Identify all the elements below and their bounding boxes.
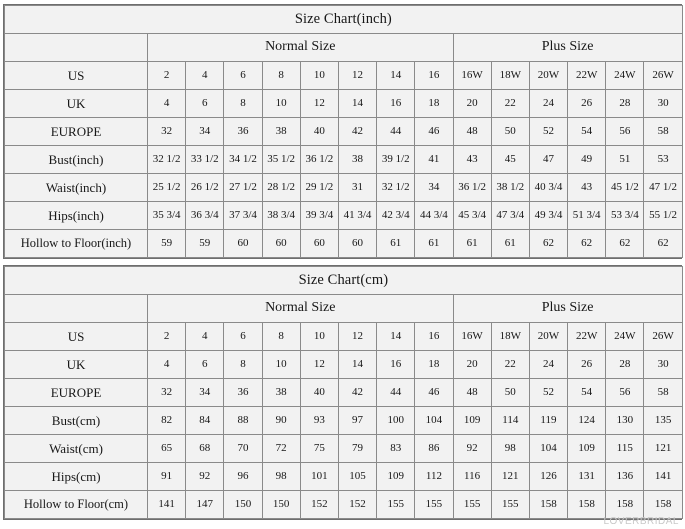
cell: 45 [491, 146, 529, 174]
size-chart-inch-table [4, 5, 683, 258]
cell: 101 [300, 463, 338, 491]
cell: 38 [338, 146, 376, 174]
row-label: EUROPE [5, 379, 148, 407]
cell: 47 [529, 146, 567, 174]
cell: 50 [491, 118, 529, 146]
cell: 34 [415, 174, 453, 202]
cell: 28 [606, 90, 644, 118]
cell: 109 [453, 407, 491, 435]
cell: 31 [338, 174, 376, 202]
cell: 61 [415, 230, 453, 258]
table-row [5, 90, 683, 118]
cell: 55 1/2 [644, 202, 682, 230]
table-row [5, 202, 683, 230]
cell: 109 [568, 435, 606, 463]
cell: 49 3/4 [529, 202, 567, 230]
cell: 60 [338, 230, 376, 258]
cell: 16W [453, 323, 491, 351]
watermark-text: LOVERBRIDAL [603, 516, 679, 527]
cell: 34 [186, 379, 224, 407]
cell: 26W [644, 62, 682, 90]
cell: 36 [224, 379, 262, 407]
cell: 36 3/4 [186, 202, 224, 230]
cell: 93 [300, 407, 338, 435]
cell: 22 [491, 351, 529, 379]
cell: 20 [453, 351, 491, 379]
table-row [5, 62, 683, 90]
cm-table-body [5, 267, 683, 519]
cell: 121 [491, 463, 529, 491]
cell: 8 [224, 351, 262, 379]
cell: 8 [262, 62, 300, 90]
cell: 155 [453, 491, 491, 519]
row-label: US [5, 323, 148, 351]
cell: 53 3/4 [606, 202, 644, 230]
cell: 105 [338, 463, 376, 491]
cell: 34 [186, 118, 224, 146]
cell: 36 1/2 [300, 146, 338, 174]
cell: 62 [529, 230, 567, 258]
cell: 4 [148, 90, 186, 118]
cell: 24 [529, 351, 567, 379]
cm-group-header-row [5, 295, 683, 323]
cell: 130 [606, 407, 644, 435]
cell: 104 [529, 435, 567, 463]
cell: 131 [568, 463, 606, 491]
cell: 135 [644, 407, 682, 435]
cell: 12 [300, 351, 338, 379]
inch-group-blank [5, 34, 148, 62]
cell: 97 [338, 407, 376, 435]
cell: 39 1/2 [377, 146, 415, 174]
cm-chart-title: Size Chart(cm) [5, 267, 683, 295]
cell: 10 [262, 90, 300, 118]
cell: 38 3/4 [262, 202, 300, 230]
cell: 51 3/4 [568, 202, 606, 230]
cell: 119 [529, 407, 567, 435]
cell: 136 [606, 463, 644, 491]
cell: 54 [568, 379, 606, 407]
cell: 30 [644, 90, 682, 118]
cell: 12 [300, 90, 338, 118]
cell: 4 [186, 62, 224, 90]
cell: 91 [148, 463, 186, 491]
cell: 40 [300, 379, 338, 407]
row-label: EUROPE [5, 118, 148, 146]
cell: 24W [606, 323, 644, 351]
table-row [5, 323, 683, 351]
row-label: Hollow to Floor(cm) [5, 491, 148, 519]
cell: 72 [262, 435, 300, 463]
cell: 158 [529, 491, 567, 519]
cell: 14 [338, 351, 376, 379]
cell: 14 [377, 323, 415, 351]
table-row [5, 379, 683, 407]
cell: 42 [338, 118, 376, 146]
cell: 96 [224, 463, 262, 491]
cell: 60 [300, 230, 338, 258]
cell: 47 3/4 [491, 202, 529, 230]
cell: 68 [186, 435, 224, 463]
cell: 28 1/2 [262, 174, 300, 202]
cell: 4 [148, 351, 186, 379]
cell: 79 [338, 435, 376, 463]
cell: 155 [377, 491, 415, 519]
cell: 18 [415, 351, 453, 379]
cell: 39 3/4 [300, 202, 338, 230]
cell: 46 [415, 118, 453, 146]
cell: 46 [415, 379, 453, 407]
cell: 38 1/2 [491, 174, 529, 202]
cell: 6 [186, 351, 224, 379]
cell: 50 [491, 379, 529, 407]
cell: 59 [186, 230, 224, 258]
table-row [5, 174, 683, 202]
cell: 98 [262, 463, 300, 491]
table-row [5, 146, 683, 174]
cell: 35 3/4 [148, 202, 186, 230]
size-chart-cm-table [4, 266, 683, 519]
cell: 37 3/4 [224, 202, 262, 230]
cell: 6 [186, 90, 224, 118]
row-label: Bust(inch) [5, 146, 148, 174]
cell: 100 [377, 407, 415, 435]
cell: 147 [186, 491, 224, 519]
cell: 60 [224, 230, 262, 258]
cell: 22W [568, 323, 606, 351]
cell: 116 [453, 463, 491, 491]
cell: 84 [186, 407, 224, 435]
cell: 58 [644, 118, 682, 146]
cell: 14 [338, 90, 376, 118]
cell: 33 1/2 [186, 146, 224, 174]
cell: 10 [300, 62, 338, 90]
cell: 62 [644, 230, 682, 258]
cell: 32 1/2 [377, 174, 415, 202]
cell: 36 1/2 [453, 174, 491, 202]
cell: 10 [262, 351, 300, 379]
cell: 18W [491, 62, 529, 90]
table-row [5, 351, 683, 379]
cell: 20W [529, 62, 567, 90]
cell: 51 [606, 146, 644, 174]
cell: 10 [300, 323, 338, 351]
cell: 44 3/4 [415, 202, 453, 230]
table-row [5, 435, 683, 463]
inch-group-normal: Normal Size [148, 34, 454, 62]
row-label: UK [5, 90, 148, 118]
cell: 62 [606, 230, 644, 258]
cell: 2 [148, 62, 186, 90]
cell: 88 [224, 407, 262, 435]
cell: 83 [377, 435, 415, 463]
cell: 34 1/2 [224, 146, 262, 174]
inch-group-plus: Plus Size [453, 34, 682, 62]
cell: 20W [529, 323, 567, 351]
cell: 124 [568, 407, 606, 435]
cell: 18 [415, 90, 453, 118]
cell: 158 [644, 491, 682, 519]
cell: 92 [186, 463, 224, 491]
cell: 30 [644, 351, 682, 379]
table-row [5, 118, 683, 146]
cell: 24W [606, 62, 644, 90]
cell: 27 1/2 [224, 174, 262, 202]
cell: 22 [491, 90, 529, 118]
cell: 48 [453, 379, 491, 407]
cell: 65 [148, 435, 186, 463]
cell: 53 [644, 146, 682, 174]
cell: 82 [148, 407, 186, 435]
cell: 114 [491, 407, 529, 435]
cell: 61 [453, 230, 491, 258]
cell: 52 [529, 118, 567, 146]
cell: 25 1/2 [148, 174, 186, 202]
cell: 41 3/4 [338, 202, 376, 230]
cell: 20 [453, 90, 491, 118]
cell: 90 [262, 407, 300, 435]
cell: 2 [148, 323, 186, 351]
cell: 62 [568, 230, 606, 258]
cell: 60 [262, 230, 300, 258]
cell: 12 [338, 62, 376, 90]
cell: 141 [644, 463, 682, 491]
cm-group-plus: Plus Size [453, 295, 682, 323]
cell: 61 [377, 230, 415, 258]
cell: 36 [224, 118, 262, 146]
cell: 12 [338, 323, 376, 351]
cm-title-row [5, 267, 683, 295]
cell: 98 [491, 435, 529, 463]
size-chart-inch [3, 4, 682, 259]
inch-table-body [5, 6, 683, 258]
cell: 45 1/2 [606, 174, 644, 202]
cell: 47 1/2 [644, 174, 682, 202]
cell: 92 [453, 435, 491, 463]
cell: 18W [491, 323, 529, 351]
cell: 40 [300, 118, 338, 146]
cell: 70 [224, 435, 262, 463]
cell: 104 [415, 407, 453, 435]
cell: 35 1/2 [262, 146, 300, 174]
cell: 6 [224, 62, 262, 90]
cell: 8 [224, 90, 262, 118]
inch-title-row [5, 6, 683, 34]
cell: 16 [415, 62, 453, 90]
cell: 158 [606, 491, 644, 519]
cell: 32 [148, 118, 186, 146]
cell: 44 [377, 379, 415, 407]
cell: 86 [415, 435, 453, 463]
cell: 16 [415, 323, 453, 351]
cell: 26 [568, 351, 606, 379]
row-label: US [5, 62, 148, 90]
cell: 150 [224, 491, 262, 519]
cell: 29 1/2 [300, 174, 338, 202]
cell: 43 [453, 146, 491, 174]
cell: 49 [568, 146, 606, 174]
cell: 43 [568, 174, 606, 202]
cell: 6 [224, 323, 262, 351]
row-label: Hollow to Floor(inch) [5, 230, 148, 258]
cell: 8 [262, 323, 300, 351]
row-label: Hips(cm) [5, 463, 148, 491]
cm-group-blank [5, 295, 148, 323]
row-label: Waist(inch) [5, 174, 148, 202]
row-label: UK [5, 351, 148, 379]
cell: 26 1/2 [186, 174, 224, 202]
cell: 155 [491, 491, 529, 519]
cm-group-normal: Normal Size [148, 295, 454, 323]
cell: 26 [568, 90, 606, 118]
cell: 48 [453, 118, 491, 146]
cell: 150 [262, 491, 300, 519]
cell: 24 [529, 90, 567, 118]
cell: 28 [606, 351, 644, 379]
cell: 4 [186, 323, 224, 351]
cell: 75 [300, 435, 338, 463]
table-row [5, 407, 683, 435]
cell: 26W [644, 323, 682, 351]
cell: 32 1/2 [148, 146, 186, 174]
cell: 152 [300, 491, 338, 519]
cell: 42 3/4 [377, 202, 415, 230]
cell: 141 [148, 491, 186, 519]
cell: 41 [415, 146, 453, 174]
cell: 45 3/4 [453, 202, 491, 230]
table-row [5, 230, 683, 258]
cell: 16W [453, 62, 491, 90]
cell: 42 [338, 379, 376, 407]
cell: 158 [568, 491, 606, 519]
cell: 16 [377, 351, 415, 379]
cell: 121 [644, 435, 682, 463]
cell: 52 [529, 379, 567, 407]
inch-group-header-row [5, 34, 683, 62]
table-row [5, 463, 683, 491]
cell: 14 [377, 62, 415, 90]
cell: 155 [415, 491, 453, 519]
size-chart-cm [3, 265, 682, 520]
cell: 56 [606, 118, 644, 146]
row-label: Waist(cm) [5, 435, 148, 463]
table-row [5, 491, 683, 519]
cell: 115 [606, 435, 644, 463]
cell: 40 3/4 [529, 174, 567, 202]
cell: 61 [491, 230, 529, 258]
cell: 38 [262, 379, 300, 407]
cell: 54 [568, 118, 606, 146]
row-label: Bust(cm) [5, 407, 148, 435]
cell: 44 [377, 118, 415, 146]
cell: 58 [644, 379, 682, 407]
cell: 112 [415, 463, 453, 491]
cell: 56 [606, 379, 644, 407]
cell: 109 [377, 463, 415, 491]
cell: 152 [338, 491, 376, 519]
cell: 32 [148, 379, 186, 407]
cell: 59 [148, 230, 186, 258]
cell: 16 [377, 90, 415, 118]
inch-chart-title: Size Chart(inch) [5, 6, 683, 34]
cell: 126 [529, 463, 567, 491]
cell: 22W [568, 62, 606, 90]
row-label: Hips(inch) [5, 202, 148, 230]
cell: 38 [262, 118, 300, 146]
